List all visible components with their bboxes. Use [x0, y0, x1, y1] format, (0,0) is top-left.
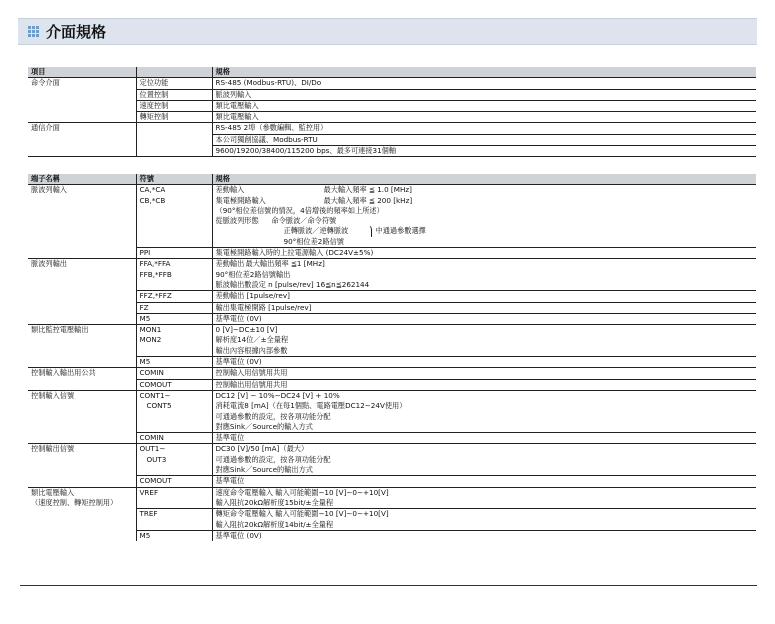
spec-line: 基準電位 (0V) [212, 357, 756, 368]
table-row [28, 248, 756, 259]
symbol: M5 [136, 357, 212, 368]
spec-line: 集電極開路輸入時的上拉電源輸入 (DC24V±5%) [212, 248, 756, 259]
row-spec: 脈波列輸入 [212, 89, 756, 100]
header-terminal: 端子名稱 [28, 174, 136, 185]
table-row [28, 100, 756, 111]
table-row [28, 401, 756, 411]
bottom-divider [20, 585, 757, 586]
table-row [28, 325, 756, 336]
spec-line: 輸出內容根據內部參數 [212, 346, 756, 357]
terminal-name-cont: （速度控制、轉矩控制用） [31, 497, 118, 507]
row-spec: 9600/19200/38400/115200 bps、最多可連接31個軸 [212, 146, 756, 157]
symbol: CONT1∼ [136, 390, 212, 401]
symbol: CONT5 [136, 401, 212, 411]
table-row [28, 433, 756, 444]
symbol: FFA,*FFA [136, 259, 212, 270]
table-row [28, 357, 756, 368]
spec-line: 差動輸入 最大輸入頻率 ≦ 1.0 [MHz] [212, 185, 756, 196]
terminal-name: 控制輸入輸出用公共 [31, 368, 96, 378]
symbol: TREF [136, 509, 212, 520]
header-symbol: 符號 [136, 174, 212, 185]
row-label [28, 100, 136, 111]
table-row [28, 134, 756, 145]
table-row [28, 112, 756, 123]
table-row [28, 302, 756, 313]
table-row [28, 89, 756, 100]
spec-line: 控制輸出用信號用共用 [212, 379, 756, 390]
symbol: CA,*CA [136, 185, 212, 196]
table-row [28, 216, 756, 226]
table-header-row [28, 174, 756, 185]
spec-line: DC12 [V] − 10%∼DC24 [V] + 10% [212, 390, 756, 401]
table-row [28, 530, 756, 541]
terminal-name-cont [28, 196, 136, 206]
spec-line: 差動輸出最大輸出頻率 ≦1 [MHz] [212, 259, 756, 270]
spec-line: 90°相位差2路信號 [212, 237, 756, 248]
symbol: M5 [136, 313, 212, 324]
spec-line: 從脈波列形態 命令脈波／命令符號 [212, 216, 756, 226]
table-row [28, 520, 756, 531]
terminal-name: 類比監控電壓輸出 [31, 325, 89, 335]
row-sub: 轉矩控制 [136, 112, 212, 123]
terminal-spec-table [28, 174, 756, 541]
table-row [28, 509, 756, 520]
spec-line: 差動輸出 [1pulse/rev] [212, 291, 756, 302]
header-spec: 規格 [212, 67, 756, 78]
spec-line: 90°相位差2路信號輸出 [212, 270, 756, 280]
symbol: COMIN [136, 368, 212, 379]
row-spec: 類比電壓輸入 [212, 100, 756, 111]
spec-line: DC30 [V]/50 [mA]（最大） [212, 444, 756, 455]
table-row [28, 291, 756, 302]
header-item: 項目 [28, 67, 136, 78]
table-row [28, 498, 756, 509]
section-title: 介面規格 [46, 23, 107, 41]
spec-line: 速度命令電壓輸入 輸入可能範圍−10 [V]∼0∼+10[V] [212, 487, 756, 498]
row-label [28, 112, 136, 123]
row-sub: 位置控制 [136, 89, 212, 100]
spec-line: 正轉脈波／逆轉脈波 中通過參數選擇 [212, 226, 756, 236]
spec-line: 對應Sink／Source的輸入方式 [212, 422, 756, 433]
row-label: 通信介面 [31, 123, 60, 133]
table-header-row [28, 67, 756, 78]
row-sub [136, 134, 212, 145]
table-row [28, 335, 756, 345]
table-row [28, 455, 756, 465]
terminal-name: 類比電壓輸入 [31, 487, 75, 497]
table-row [28, 412, 756, 422]
spec-line: 0 [V]∼DC±10 [V] [212, 325, 756, 336]
row-spec: 類比電壓輸入 [212, 112, 756, 123]
header-blank [136, 67, 212, 78]
row-label: 命令介面 [31, 78, 60, 88]
brace-icon [366, 226, 372, 236]
table-row [28, 259, 756, 270]
symbol: MON2 [136, 335, 212, 345]
spec-line: 解析度14位／±全量程 [212, 335, 756, 345]
row-label [28, 89, 136, 100]
table-row [28, 346, 756, 357]
row-spec: RS-485 2埠（參數編輯、監控用） [212, 123, 756, 134]
spec-line: 基準電位 [212, 476, 756, 487]
terminal-name: 脈波列輸入 [31, 185, 67, 195]
row-sub [136, 123, 212, 134]
table-row [28, 465, 756, 476]
spec-line: 基準電位 [212, 433, 756, 444]
spec-line: 對應Sink／Source的輸出方式 [212, 465, 756, 476]
table-row [28, 390, 756, 401]
command-interface-table [28, 67, 756, 157]
section-header [18, 18, 757, 45]
symbol: COMOUT [136, 476, 212, 487]
row-label [28, 146, 136, 157]
grid-dots-icon [28, 26, 40, 38]
spec-line: 集電極開路輸入 最大輸入頻率 ≦ 200 [kHz] [212, 196, 756, 206]
row-sub: 定位功能 [136, 78, 212, 89]
spec-line: 轉矩命令電壓輸入 輸入可能範圍−10 [V]∼0∼+10[V] [212, 509, 756, 520]
symbol: OUT3 [136, 455, 212, 465]
table-row [28, 476, 756, 487]
table-row [28, 146, 756, 157]
row-label [28, 134, 136, 145]
spec-line: 可通過參數的設定，按各項功能分配 [212, 455, 756, 465]
table-row [28, 123, 756, 134]
symbol: MON1 [136, 325, 212, 336]
spec-line: 控制輸入用信號用共用 [212, 368, 756, 379]
symbol: CB,*CB [136, 196, 212, 206]
symbol: PPI [136, 248, 212, 259]
table-row [28, 280, 756, 291]
table-row [28, 196, 756, 206]
header-spec: 規格 [212, 174, 756, 185]
spec-line: 可通過參數的設定，按各項功能分配 [212, 412, 756, 422]
row-sub [136, 146, 212, 157]
spec-line: 輸出集電極開路 [1pulse/rev] [212, 302, 756, 313]
symbol: VREF [136, 487, 212, 498]
row-spec: RS-485 (Modbus-RTU)、DI/Do [212, 78, 756, 89]
symbol: FFZ,*FFZ [136, 291, 212, 302]
table-row [28, 226, 756, 236]
spec-line: 基準電位 (0V) [212, 313, 756, 324]
table-row [28, 487, 756, 498]
terminal-name: 控制輸入信號 [31, 390, 75, 400]
spec-line: 消耗電流8 [mA]（在每1個點、電路電壓DC12∼24V使用） [212, 401, 756, 411]
table-row [28, 422, 756, 433]
symbol: OUT1∼ [136, 444, 212, 455]
spec-line: 輸入阻抗20kΩ解析度15bit/±全量程 [212, 498, 756, 509]
table-row [28, 270, 756, 280]
symbol: FFB,*FFB [136, 270, 212, 280]
row-spec: 本公司獨創協議、Modbus-RTU [212, 134, 756, 145]
symbol: COMIN [136, 433, 212, 444]
terminal-name: 控制輸出信號 [31, 444, 75, 454]
spec-line: （90°相位差信號的情況，4倍增後的頻率如上所述） [212, 206, 756, 216]
row-sub: 速度控制 [136, 100, 212, 111]
table-row [28, 313, 756, 324]
symbol: M5 [136, 530, 212, 541]
table-row [28, 444, 756, 455]
table-row [28, 368, 756, 379]
table-row [28, 78, 756, 89]
symbol: COMOUT [136, 379, 212, 390]
table-row [28, 185, 756, 196]
spec-line: 輸入阻抗20kΩ解析度14bit/±全量程 [212, 520, 756, 531]
table-row [28, 206, 756, 216]
spec-line: 基準電位 (0V) [212, 530, 756, 541]
terminal-name: 脈波列輸出 [31, 259, 67, 269]
table-row [28, 379, 756, 390]
spec-line: 脈波輸出數設定 n [pulse/rev] 16≦n≦262144 [212, 280, 756, 291]
symbol: FZ [136, 302, 212, 313]
table-row [28, 237, 756, 248]
